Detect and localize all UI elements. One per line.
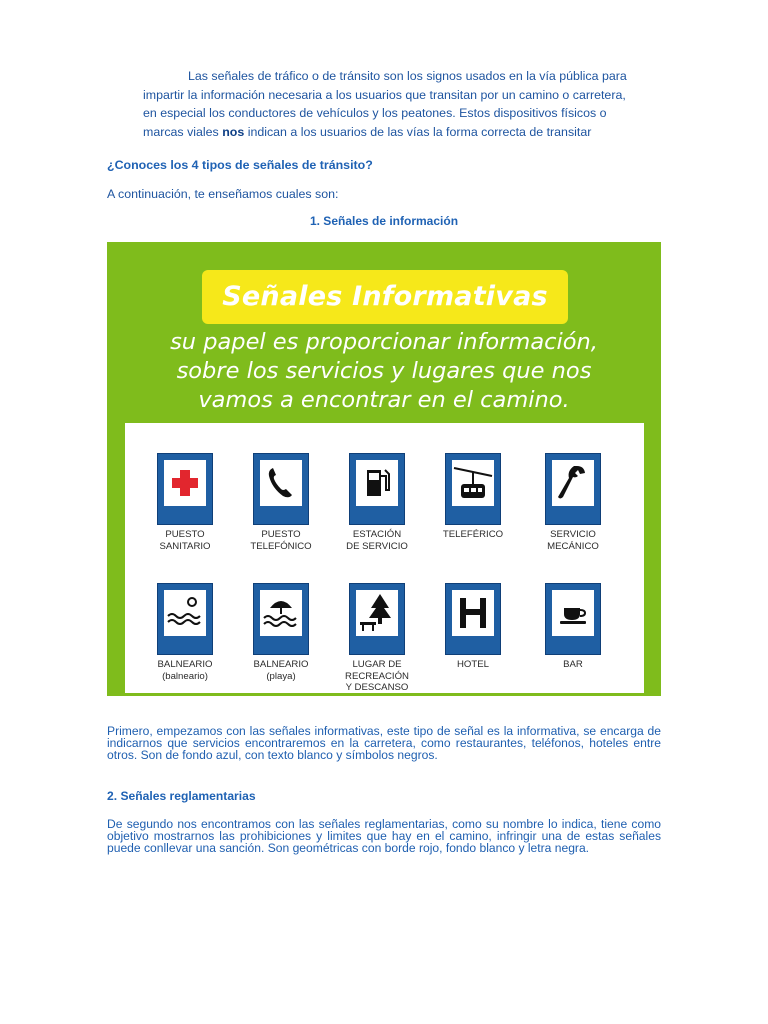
poster-subtitle-line: sobre los servicios y lugares que nos xyxy=(176,358,592,384)
caption-line: HOTEL xyxy=(457,659,489,670)
intro-line-1: Las señales de tráfico o de tránsito son los signos usados en la vía pública para xyxy=(188,69,627,83)
hotel-bed-icon xyxy=(445,583,501,655)
informative-signs-paragraph: Primero, empezamos con las señales informativas, este tipo de señal es la informativa, se encarga de indicarnos que servicios encontraremos en la carretera, como restaurantes, teléfonos, hoteles entre otros. Son de fondo azul, con texto blanco y símbolos negros. xyxy=(107,724,661,763)
caption-line: PUESTO xyxy=(165,529,205,540)
caption-line: BAR xyxy=(563,659,583,670)
section-2-heading: 2. Señales reglamentarias xyxy=(107,789,256,803)
caption-line: DE SERVICIO xyxy=(346,540,408,552)
tree-bench-icon xyxy=(349,583,405,655)
sign-caption xyxy=(231,529,331,552)
caption-line: BALNEARIO xyxy=(253,659,309,670)
regulatory-signs-paragraph: De segundo nos encontramos con las señales reglamentarias, como su nombre lo indica, tiene como objetivo mostrarnos las prohibiciones y limites que hay en el camino, infringir una de estas señales puede conllevar una sanción. Son geométricas con borde rojo, fondo blanco y letra negra. xyxy=(107,817,661,856)
caption-line: TELEFÉRICO xyxy=(442,529,504,540)
sun-waves-icon xyxy=(157,583,213,655)
caption-line: TELEFÓNICO xyxy=(250,540,312,552)
caption-line: PUESTO xyxy=(261,529,301,540)
sign-caption xyxy=(423,529,523,541)
telephone-icon xyxy=(253,453,309,525)
intro-line-2: impartir la información necesaria a los usuarios que transitan por un camino o carretera, xyxy=(143,87,626,102)
caption-line: LUGAR DE xyxy=(352,659,402,670)
caption-line: Y DESCANSO xyxy=(345,682,409,693)
caption-line: BALNEARIO xyxy=(157,659,213,670)
intro-paragraph xyxy=(143,67,663,141)
sign-caption xyxy=(135,659,235,682)
poster-subtitle xyxy=(107,328,661,415)
intro-bold-word: nos xyxy=(222,124,245,139)
caption-line: (playa) xyxy=(266,670,296,682)
section-1-heading: 1. Señales de información xyxy=(309,214,459,228)
sign-caption xyxy=(231,659,331,682)
signs-panel xyxy=(125,423,644,693)
poster-title: Señales Informativas xyxy=(202,270,568,324)
caption-line: ESTACIÓN xyxy=(352,529,402,540)
fuel-pump-icon xyxy=(349,453,405,525)
caption-line: RECREACIÓN xyxy=(345,670,409,682)
sign-caption xyxy=(327,529,427,552)
poster-subtitle-line: su papel es proporcionar información, xyxy=(170,329,598,355)
intro-line-3: en especial los conductores de vehículos y los peatones. Estos dispositivos físicos o xyxy=(143,106,607,121)
sign-caption xyxy=(523,529,623,552)
intro-line-4b: indican a los usuarios de las vías la forma correcta de transitar xyxy=(247,124,592,139)
caption-line: SANITARIO xyxy=(159,540,211,552)
sign-caption xyxy=(327,659,427,694)
red-cross-icon xyxy=(157,453,213,525)
wrench-icon xyxy=(545,453,601,525)
sign-caption xyxy=(523,659,623,671)
cable-car-icon xyxy=(445,453,501,525)
intro-line-4a: marcas viales xyxy=(143,124,219,139)
caption-line: MECÁNICO xyxy=(547,540,599,552)
continuation-text: A continuación, te enseñamos cuales son: xyxy=(107,187,339,201)
sign-caption xyxy=(423,659,523,671)
umbrella-waves-icon xyxy=(253,583,309,655)
sign-caption xyxy=(135,529,235,552)
caption-line: SERVICIO xyxy=(550,529,596,540)
coffee-cup-icon xyxy=(545,583,601,655)
poster-subtitle-line: vamos a encontrar en el camino. xyxy=(198,387,570,413)
informative-signs-poster xyxy=(107,242,661,696)
question-heading: ¿Conoces los 4 tipos de señales de tránsito? xyxy=(107,158,373,172)
caption-line: (balneario) xyxy=(162,670,208,682)
